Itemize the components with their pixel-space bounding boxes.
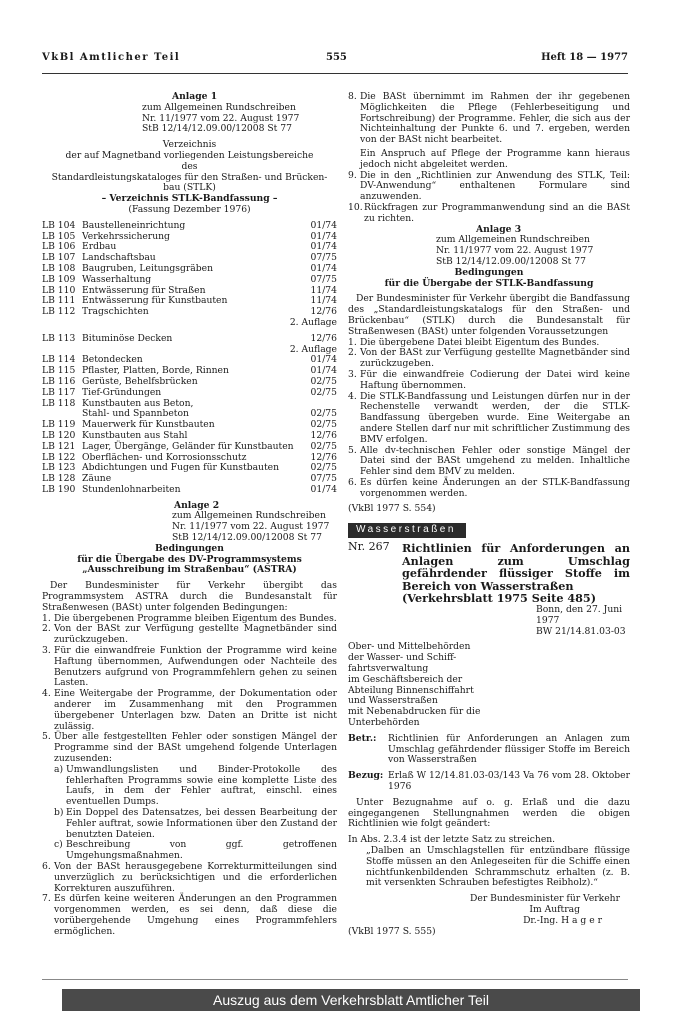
sub-item	[42, 840, 337, 862]
lb-row	[42, 221, 337, 232]
lb-code: LB 119	[42, 419, 76, 431]
issue-label: Heft 18 — 1977	[541, 52, 628, 63]
lb-name: Erdbau	[82, 241, 117, 253]
anlage2-heading	[42, 544, 337, 576]
anlage2-title: Anlage 2	[174, 499, 220, 511]
item-text: Die übergebenen Programme bleiben Eigentum des Bundes.	[54, 612, 337, 624]
anlage2-intro: Der Bundesminister für Verkehr übergibt das Programmsystem ASTRA durch die Bundesanstalt für Straßenwesen (BASt) unter folgenden Bedingungen:	[42, 580, 337, 613]
sub-item	[42, 808, 337, 840]
item-number: 4.	[348, 390, 357, 402]
item-number: 5.	[42, 731, 51, 743]
item-text: Alle dv-technischen Fehler oder sonstige Mängel der Datei sind der BASt umgehend zu melden. Inhaltliche Fehler sind dem BMV zu melden.	[360, 444, 630, 478]
lb-name: Betondecken	[82, 354, 143, 366]
sub-item-label: c)	[54, 839, 63, 851]
lb-version: 01/74	[310, 365, 337, 377]
numbered-item	[42, 894, 337, 937]
anlage2-items-continued	[348, 92, 630, 225]
item-number: 8.	[348, 91, 357, 102]
betreff	[348, 734, 630, 766]
sub-item-text: Beschreibung von ggf. getroffenen Umgehungsmaßnahmen.	[66, 839, 337, 862]
lb-code: LB 106	[42, 241, 76, 253]
lb-name: Pflaster, Platten, Borde, Rinnen	[82, 365, 229, 377]
signature-line: Der Bundesminister für Verkehr	[470, 893, 620, 905]
lb-name: Stundenlohnarbeiten	[82, 483, 181, 495]
footer-rule	[42, 979, 628, 980]
verz-line: der auf Magnetband vorliegenden Leistungsbereiche	[65, 149, 314, 161]
lb-code: LB 115	[42, 365, 76, 377]
lb-name: Wasserhaltung	[82, 273, 152, 285]
lb-code: LB 114	[42, 354, 76, 366]
signature-block	[348, 894, 630, 926]
lb-name: Gerüste, Behelfsbrücken	[82, 375, 198, 387]
lb-version: 02/75	[310, 408, 337, 420]
numbered-item	[348, 171, 630, 203]
body-paragraph: In Abs. 2.3.4 ist der letzte Satz zu streichen.	[348, 834, 556, 846]
anlage3-intro: Der Bundesminister für Verkehr übergibt die Bandfassung des „Standardleistungskatalogs für den Straßen- und Brückenbau“ (STLK) durch die Bundesanstalt für Straßenwesen (BASt) unter folgenden Voraussetzungen	[348, 293, 630, 337]
lb-code: LB 110	[42, 284, 76, 296]
sub-item-label: a)	[54, 763, 64, 775]
item-text: Die in den „Richtlinien zur Anwendung des STLK, Teil: DV-Anwendung“ enthaltenen Formulare sind anzuwenden.	[360, 169, 630, 203]
verz-line: des	[181, 160, 198, 172]
item-number: 3.	[348, 368, 357, 380]
lb-version: 01/74	[310, 241, 337, 253]
lb-version: 01/74	[310, 219, 337, 231]
lb-name: Entwässerung für Kunstbauten	[82, 295, 228, 307]
lb-name: Stahl- und Spannbeton	[82, 408, 189, 420]
verz-line: Standardleistungskataloges für den Straßen- und Brücken-	[51, 171, 328, 183]
betreff-text: Richtlinien für Anforderungen an Anlagen zum Umschlag gefährdender flüssiger Stoffe im Bereich von Wasserstraßen	[388, 732, 630, 766]
lb-version: 02/75	[310, 440, 337, 452]
item-number: 3.	[42, 645, 51, 657]
recipients	[348, 642, 630, 728]
lb-version: 12/76	[310, 306, 337, 318]
lb-version: 01/74	[310, 354, 337, 366]
sub-item-text: Ein Doppel des Datensatzes, bei dessen Bearbeitung der Fehler auftrat, sowie Informationen über den Zustand der benutzten Dateien.	[66, 807, 337, 840]
anlage3-line: Nr. 11/1977 vom 22. August 1977	[436, 245, 594, 257]
item-text: Die übergebene Datei bleibt Eigentum des Bundes.	[360, 336, 600, 348]
anlage1-title: Anlage 1	[172, 91, 218, 102]
item-number: 2.	[348, 347, 357, 359]
item-text: Für die einwandfreie Codierung der Datei wird keine Haftung übernommen.	[360, 368, 630, 391]
recipient-line: Abteilung Binnenschiffahrt	[348, 684, 474, 696]
lb-version: 11/74	[310, 295, 337, 307]
lb-version: 02/75	[310, 375, 337, 387]
lb-name: Zäune	[82, 473, 112, 485]
item-text: Es dürfen keine weiteren Änderungen an den Programmen vorgenommen werden, es sei denn, daß diese die vorübergehende Umgehung eines Programmfehlers ermöglichen.	[54, 893, 337, 937]
lb-row	[42, 275, 337, 286]
numbered-item	[42, 646, 337, 689]
bezug	[348, 771, 630, 793]
lb-code: LB 108	[42, 262, 76, 274]
verzeichnis-heading	[42, 140, 337, 216]
lb-version: 07/75	[310, 252, 337, 264]
item-text: Es dürfen keine Änderungen an der STLK-Bandfassung vorgenommen werden.	[360, 476, 630, 499]
lb-name: Lager, Übergänge, Geländer für Kunstbauten	[82, 440, 294, 452]
lb-name: Tragschichten	[82, 306, 149, 318]
lb-name: Kunstbauten aus Stahl	[82, 429, 188, 441]
lb-code: LB 117	[42, 386, 76, 398]
item-number: 10.	[348, 201, 363, 213]
anlage1-line: zum Allgemeinen Rundschreiben	[142, 101, 296, 113]
item-text: Für die einwandfreie Funktion der Programme wird keine Haftung übernommen, Aufwendungen oder Nachteile des Benutzers aufgrund von Programmfehlern gehen zu seinen Lasten.	[54, 645, 337, 689]
lb-code: LB 105	[42, 230, 76, 242]
lb-row	[42, 485, 337, 496]
item-text: Von der BASt herausgegebene Korrekturmitteilungen sind unverzüglich zu berücksichtigen und die erforderlichen Korrekturen auszuführen.	[54, 860, 337, 894]
lb-code: LB 116	[42, 375, 76, 387]
lb-name: Baustelleneinrichtung	[82, 219, 186, 231]
place-date: Bonn, den 27. Juni 1977	[536, 604, 623, 626]
numbered-item	[348, 203, 630, 225]
lb-version: 02/75	[310, 386, 337, 398]
signature-line: Im Auftrag	[529, 903, 580, 915]
left-column	[42, 92, 337, 938]
lb-code: LB 121	[42, 440, 76, 452]
nr-title-source: (Verkehrsblatt 1975 Seite 485)	[402, 591, 597, 606]
anlage3-reference: (VkBl 1977 S. 554)	[348, 503, 436, 515]
lb-code: LB 190	[42, 483, 76, 495]
lb-name: Baugruben, Leitungsgräben	[82, 262, 213, 274]
anlage2-items	[42, 614, 337, 938]
numbered-item	[348, 478, 630, 500]
recipient-line: und Wasserstraßen	[348, 695, 438, 707]
recipient-line: im Geschäftsbereich der	[348, 673, 463, 685]
lb-name: Oberflächen- und Korrosionsschutz	[82, 451, 247, 463]
lb-name: Verkehrssicherung	[82, 230, 170, 242]
anlage2-heading-line: für die Übergabe des DV-Programmsystems	[77, 553, 302, 565]
item-number: 2.	[42, 623, 51, 635]
numbered-item	[42, 732, 337, 764]
recipient-line: fahrtsverwaltung	[348, 663, 429, 675]
quoted-sentence: „Dalben an Umschlagstellen für entzündbare flüssige Stoffe müssen an den Anlegeseiten für die Schiffe einen nichtfunkenbildenden Schrammschutz erhalten (z. B. mit versenkten Schrauben befestigtes Reibholz).“	[366, 844, 630, 889]
lb-code: LB 118	[42, 397, 76, 409]
verz-bold-title: – Verzeichnis STLK-Bandfassung –	[101, 193, 278, 205]
signature-name: Dr.-Ing. H a g e r	[523, 914, 602, 926]
recipient-line: der Wasser- und Schiff-	[348, 652, 457, 664]
numbered-item	[42, 689, 337, 732]
anlage2-line: Nr. 11/1977 vom 22. August 1977	[172, 521, 330, 533]
anlage2-heading-line: „Ausschreibung im Straßenbau“ (ASTRA)	[82, 564, 297, 576]
item-number: 9.	[348, 169, 357, 181]
lb-version: 12/76	[310, 451, 337, 463]
anlage1-line: Nr. 11/1977 vom 22. August 1977	[142, 112, 300, 124]
numbered-item	[348, 370, 630, 392]
anlage3-line: StB 12/14/12.09.00/12008 St 77	[436, 255, 586, 267]
lb-code: LB 120	[42, 429, 76, 441]
section-badge-wrap	[348, 521, 630, 538]
lb-code: LB 122	[42, 451, 76, 463]
recipient-line: mit Nebenabdrucken für die	[348, 706, 481, 718]
lb-row	[42, 388, 337, 399]
lb-name: Mauerwerk für Kunstbauten	[82, 419, 215, 431]
lb-version: 01/74	[310, 230, 337, 242]
item-number: 1.	[348, 336, 357, 348]
lb-edition: 2. Auflage	[289, 343, 337, 355]
lb-row	[42, 334, 337, 345]
item-number: 1.	[42, 612, 51, 624]
numbered-item	[348, 92, 630, 146]
nr-title-text: Richtlinien für Anforderungen an Anlagen zum Umschlag gefährdender flüssiger Stoffe im Bereich von Wasserstraßen	[402, 541, 630, 593]
bezug-label: Bezug:	[348, 770, 384, 782]
sub-item	[42, 765, 337, 808]
item-number	[348, 149, 360, 171]
item-text: Die STLK-Bandfassung und Leistungen dürfen nur in der Rechenstelle verwandt werden, der die STLK-Bandfassung übergeben wurde. Eine Weitergabe an andere Stellen darf nur mit schriftlicher Zustimmung des BMV erfolgen.	[360, 390, 630, 445]
item-number: 6.	[348, 476, 357, 488]
verz-line: bau (STLK)	[163, 182, 216, 194]
lb-row	[42, 442, 337, 453]
lb-version: 07/75	[310, 273, 337, 285]
lb-name: Entwässerung für Straßen	[82, 284, 206, 296]
numbered-item	[348, 446, 630, 478]
anlage2-line: StB 12/14/12.09.00/12008 St 77	[172, 532, 322, 544]
lb-version: 11/74	[310, 284, 337, 296]
item-text: Eine Weitergabe der Programme, der Dokumentation oder anderer im Zusammenhang mit den Programmen übergebener Unterlagen bzw. Daten an Dritte ist nicht zulässig.	[54, 688, 337, 732]
betreff-label: Betr.:	[348, 732, 377, 744]
numbered-item	[348, 348, 630, 370]
lb-version: 01/74	[310, 262, 337, 274]
journal-title: VkBl Amtlicher Teil	[42, 52, 181, 63]
right-column	[348, 92, 630, 937]
body-paragraph: Unter Bezugnahme auf o. g. Erlaß und die dazu eingegangenen Stellungnahmen werden die obigen Richtlinien wie folgt geändert:	[348, 796, 630, 830]
lb-list	[42, 221, 337, 496]
anlage3-heading-line: Bedingungen	[454, 266, 524, 278]
section-badge: Wasserstraßen	[348, 523, 466, 538]
anlage1-line: StB 12/14/12.09.00/12008 St 77	[142, 123, 292, 135]
item-text: Die BASt übernimmt im Rahmen der ihr gegebenen Möglichkeiten die Pflege (Fehlerbeseitigung und Fortschreibung) der Programme. Fehler, die sich aus der Nichteinhaltung der Punkte 6. und 7. ergeben, werden von der BASt nicht bearbeitet.	[360, 91, 630, 146]
verz-line: Verzeichnis	[162, 139, 217, 151]
lb-code: LB 113	[42, 332, 76, 344]
lb-code: LB 107	[42, 252, 76, 264]
anlage3-block	[348, 225, 630, 268]
lb-code: LB 112	[42, 306, 76, 318]
reference: (VkBl 1977 S. 555)	[348, 925, 436, 937]
lb-name: Landschaftsbau	[82, 252, 156, 264]
lb-version: 02/75	[310, 462, 337, 474]
page-number: 555	[326, 52, 347, 63]
item-number: 7.	[42, 893, 51, 905]
numbered-item	[348, 392, 630, 446]
lb-code	[42, 318, 82, 329]
lb-version: 02/75	[310, 419, 337, 431]
lb-version: 07/75	[310, 473, 337, 485]
recipient-line: Ober- und Mittelbehörden	[348, 641, 471, 653]
lb-version: 12/76	[310, 332, 337, 344]
anlage1-block	[42, 92, 337, 135]
lb-version: 01/74	[310, 483, 337, 495]
lb-name: Bituminöse Decken	[82, 332, 173, 344]
lb-edition: 2. Auflage	[289, 316, 337, 328]
item-number: 4.	[42, 688, 51, 700]
bezug-text: Erlaß W 12/14.81.03-03/143 Va 76 vom 28. Oktober 1976	[388, 770, 630, 792]
footer-banner: Auszug aus dem Verkehrsblatt Amtlicher Teil	[62, 989, 640, 1011]
nr-number: Nr. 267	[348, 540, 390, 554]
recipient-line: Unterbehörden	[348, 717, 420, 729]
anlage2-block	[42, 501, 337, 544]
item-text: Über alle festgestellten Fehler oder sonstigen Mängel der Programme sind der BASt umgehend folgende Unterlagen zuzusenden:	[54, 731, 337, 765]
lb-code: LB 104	[42, 219, 76, 231]
lb-name: Abdichtungen und Fugen für Kunstbauten	[82, 462, 280, 474]
lb-version: 12/76	[310, 429, 337, 441]
numbered-item	[42, 862, 337, 894]
item-text: Von der BASt zur Verfügung gestellte Magnetbänder sind zurückzugeben.	[360, 347, 630, 370]
lb-code: LB 128	[42, 473, 76, 485]
file-number: BW 21/14.81.03-03	[536, 625, 626, 637]
lb-code: LB 109	[42, 273, 76, 285]
anlage3-title: Anlage 3	[476, 223, 522, 235]
lb-code: LB 123	[42, 462, 76, 474]
nr-title	[402, 542, 630, 605]
page-header	[42, 52, 628, 70]
nr-heading	[348, 542, 630, 605]
anlage2-line: zum Allgemeinen Rundschreiben	[172, 510, 326, 522]
header-rule	[42, 73, 628, 74]
numbered-item	[42, 624, 337, 646]
numbered-item	[348, 149, 630, 171]
anlage2-heading-line: Bedingungen	[155, 542, 224, 554]
anlage3-line: zum Allgemeinen Rundschreiben	[436, 234, 590, 246]
anlage3-items	[348, 338, 630, 500]
item-text: Ein Anspruch auf Pflege der Programme kann hieraus jedoch nicht abgeleitet werden.	[360, 147, 630, 170]
lb-name: Tief-Gründungen	[82, 386, 162, 398]
item-text: Von der BASt zur Verfügung gestellte Magnetbänder sind zurückzugeben.	[54, 623, 337, 646]
item-number: 6.	[42, 860, 51, 872]
item-text: Rückfragen zur Programmanwendung sind an die BASt zu richten.	[364, 201, 630, 224]
item-number: 5.	[348, 444, 357, 456]
lb-code: LB 111	[42, 295, 76, 307]
verz-date: (Fassung Dezember 1976)	[128, 203, 251, 215]
anlage3-heading	[348, 268, 630, 290]
lb-name: Kunstbauten aus Beton,	[82, 397, 194, 409]
lb-row-sub	[42, 318, 337, 329]
anlage3-heading-line: für die Übergabe der STLK-Bandfassung	[384, 277, 594, 289]
sub-item-text: Umwandlungslisten und Binder-Protokolle des fehlerhaften Programms sowie eine komplette Liste des Laufs, in dem der Fehler auftrat, einschl. eines eventuellen Dumps.	[66, 763, 337, 808]
sub-item-label: b)	[54, 807, 64, 818]
